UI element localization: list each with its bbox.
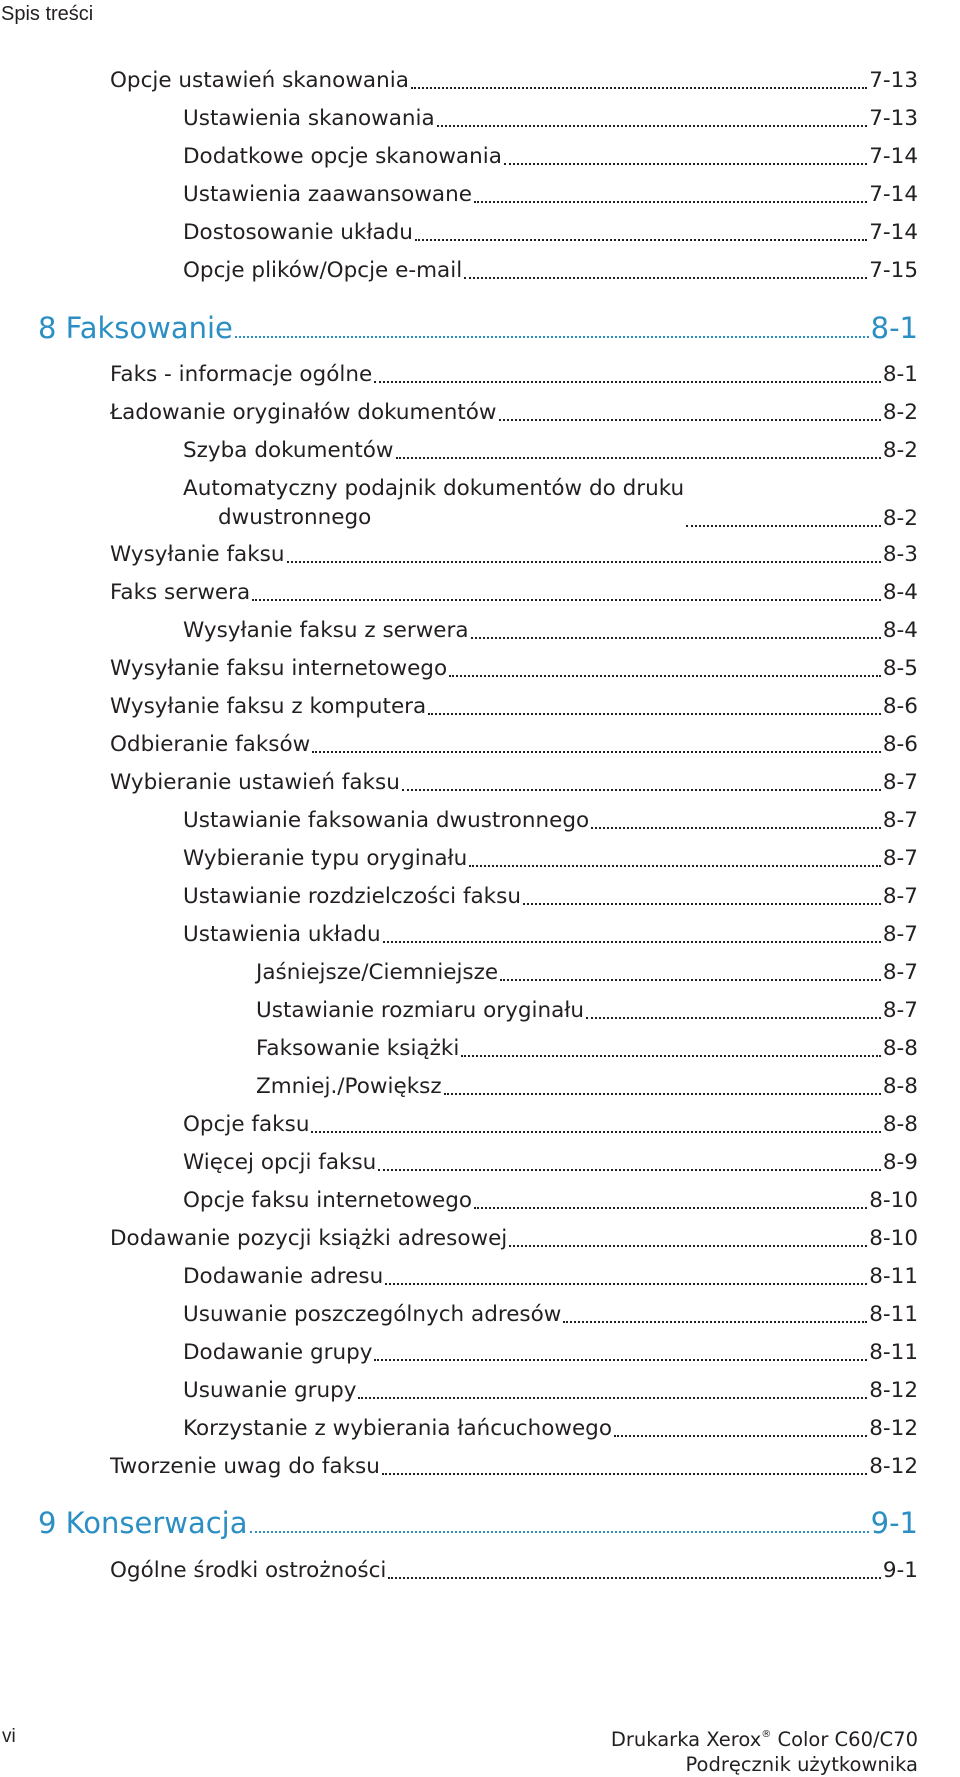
- toc-entry[interactable]: [110, 732, 918, 758]
- dot-leader: [591, 824, 881, 829]
- toc-entry-page: 8-11: [869, 1302, 918, 1327]
- toc-entry-title: Dodatkowe opcje skanowania: [183, 144, 502, 169]
- toc-entry-page: 7-14: [869, 182, 918, 207]
- toc-entry-page: 8-12: [869, 1454, 918, 1479]
- toc-entry-title: Usuwanie poszczególnych adresów: [183, 1302, 562, 1327]
- toc-entry-title: Faks - informacje ogólne: [110, 362, 373, 387]
- dot-leader: [504, 160, 867, 165]
- toc-entry-title: Zmniej./Powiększ: [256, 1074, 442, 1099]
- toc-entry-page: 8-10: [869, 1188, 918, 1213]
- toc-entry-page: 8-9: [882, 1150, 918, 1175]
- toc-entry-title: Ustawianie faksowania dwustronnego: [183, 808, 590, 833]
- toc-entry-page: 8-11: [869, 1264, 918, 1289]
- toc-entry-page: 8-10: [869, 1226, 918, 1251]
- toc-entry-page: 8-12: [869, 1416, 918, 1441]
- toc-entry[interactable]: [256, 1074, 918, 1100]
- toc-entry-title: Ustawienia skanowania: [183, 106, 435, 131]
- toc-entry[interactable]: [183, 182, 918, 208]
- dot-leader: [614, 1432, 867, 1437]
- toc-entry-title: Dostosowanie układu: [183, 220, 413, 245]
- toc-entry[interactable]: [183, 846, 918, 872]
- toc-entry[interactable]: [183, 922, 918, 948]
- toc-entry[interactable]: [183, 474, 918, 532]
- toc-entry-page: 8-8: [882, 1112, 918, 1137]
- page-title: Spis treści: [1, 3, 94, 25]
- toc-entry[interactable]: [110, 1558, 918, 1584]
- page-number: vi: [2, 1726, 16, 1747]
- toc-entry-page: 8-7: [882, 846, 918, 871]
- toc-entry[interactable]: [110, 400, 918, 426]
- dot-leader: [374, 1356, 867, 1361]
- toc-entry[interactable]: [183, 1112, 918, 1138]
- toc-entry-title: Ustawianie rozmiaru oryginału: [256, 998, 585, 1023]
- dot-leader: [471, 634, 881, 639]
- toc-entry-title: Dodawanie pozycji książki adresowej: [110, 1226, 508, 1251]
- toc-entry-title: Usuwanie grupy: [183, 1378, 357, 1403]
- toc-entry-title: Odbieranie faksów: [110, 732, 311, 757]
- toc-entry-title: Ustawienia układu: [183, 922, 381, 947]
- dot-leader: [509, 1242, 867, 1247]
- dot-leader: [563, 1318, 867, 1323]
- toc-entry-title: Korzystanie z wybierania łańcuchowego: [183, 1416, 612, 1441]
- toc-entry-title: Dodawanie adresu: [183, 1264, 384, 1289]
- toc-entry-title: Automatyczny podajnik dokumentów do druku: [183, 476, 685, 501]
- toc-entry-page: 8-7: [882, 998, 918, 1023]
- toc-entry-title: Dodawanie grupy: [183, 1340, 373, 1365]
- toc-entry-title-continuation: dwustronnego: [218, 505, 372, 530]
- toc-entry[interactable]: [183, 144, 918, 170]
- dot-leader: [686, 522, 881, 527]
- dot-leader: [358, 1394, 867, 1399]
- toc-entry-page: 8-5: [882, 656, 918, 681]
- dot-leader: [396, 454, 881, 459]
- toc-entry-title: Wysyłanie faksu z serwera: [183, 618, 469, 643]
- dot-leader: [474, 198, 867, 203]
- dot-leader: [499, 416, 881, 421]
- dot-leader: [437, 122, 868, 127]
- dot-leader: [250, 1528, 869, 1533]
- toc-entry[interactable]: [183, 1188, 918, 1214]
- toc-entry-title: Wysyłanie faksu: [110, 542, 285, 567]
- dot-leader: [415, 236, 867, 241]
- toc-entry-title: Wysyłanie faksu z komputera: [110, 694, 427, 719]
- dot-leader: [449, 672, 881, 677]
- dot-leader: [474, 1204, 867, 1209]
- toc-entry-page: 8-6: [882, 694, 918, 719]
- toc-entry[interactable]: [183, 1378, 918, 1404]
- toc-entry[interactable]: [110, 1226, 918, 1252]
- toc-entry[interactable]: [256, 1036, 918, 1062]
- toc-entry-page: 8-2: [882, 400, 918, 425]
- toc-entry-title: Opcje faksu internetowego: [183, 1188, 473, 1213]
- dot-leader: [383, 938, 881, 943]
- toc-entry[interactable]: [110, 362, 918, 388]
- toc-entry-title: Szyba dokumentów: [183, 438, 394, 463]
- toc-entry[interactable]: [183, 438, 918, 464]
- toc-entry-title: 8 Faksowanie: [38, 311, 233, 345]
- dot-leader: [402, 786, 881, 791]
- toc-entry-title: Faks serwera: [110, 580, 251, 605]
- toc-entry[interactable]: [183, 884, 918, 910]
- toc-entry[interactable]: [183, 106, 918, 132]
- toc-entry-title: Ustawienia zaawansowane: [183, 182, 472, 207]
- dot-leader: [411, 84, 867, 89]
- dot-leader: [378, 1166, 881, 1171]
- product-name: [611, 1722, 918, 1752]
- dot-leader: [586, 1014, 881, 1019]
- dot-leader: [382, 1470, 867, 1475]
- toc-chapter-heading[interactable]: [38, 1506, 918, 1540]
- toc-entry-title: Tworzenie uwag do faksu: [110, 1454, 380, 1479]
- toc-entry-page: 8-7: [882, 960, 918, 985]
- toc-entry-title: Opcje ustawień skanowania: [110, 68, 409, 93]
- toc-entry[interactable]: [183, 1416, 918, 1442]
- toc-entry[interactable]: [110, 656, 918, 682]
- dot-leader: [523, 900, 881, 905]
- toc-entry[interactable]: [183, 1150, 918, 1176]
- registered-mark: ®: [761, 1729, 772, 1740]
- toc-entry-page: 7-14: [869, 220, 918, 245]
- dot-leader: [385, 1280, 867, 1285]
- dot-leader: [500, 976, 881, 981]
- toc-entry[interactable]: [183, 808, 918, 834]
- dot-leader: [252, 596, 881, 601]
- product-model: Color C60/C70: [771, 1728, 918, 1751]
- toc-entry-title: Ładowanie oryginałów dokumentów: [110, 400, 497, 425]
- toc-entry-title: Jaśniejsze/Ciemniejsze: [256, 960, 499, 985]
- toc-entry-page: 8-8: [882, 1036, 918, 1061]
- toc-entry[interactable]: [183, 1302, 918, 1328]
- toc-entry-page: 9-1: [882, 1558, 918, 1583]
- toc-entry-page: 7-13: [869, 68, 918, 93]
- toc-entry-page: 8-11: [869, 1340, 918, 1365]
- toc-entry-title: Wysyłanie faksu internetowego: [110, 656, 448, 681]
- toc-entry-page: 8-1: [882, 362, 918, 387]
- toc-entry[interactable]: [183, 1264, 918, 1290]
- dot-leader: [428, 710, 881, 715]
- toc-entry-page: 8-4: [882, 618, 918, 643]
- toc-entry[interactable]: [183, 220, 918, 246]
- toc-entry-page: 8-4: [882, 580, 918, 605]
- toc-entry-page: 8-3: [882, 542, 918, 567]
- toc-entry-page: 8-1: [870, 311, 918, 345]
- toc-entry-title: Faksowanie książki: [256, 1036, 460, 1061]
- toc-entry-page: 8-6: [882, 732, 918, 757]
- toc-entry[interactable]: [110, 542, 918, 568]
- toc-entry[interactable]: [110, 68, 918, 94]
- dot-leader: [469, 862, 881, 867]
- dot-leader: [388, 1574, 880, 1579]
- toc-entry-title: Wybieranie typu oryginału: [183, 846, 468, 871]
- toc-entry-page: 8-2: [882, 438, 918, 463]
- dot-leader: [461, 1052, 881, 1057]
- toc-entry-page: 8-12: [869, 1378, 918, 1403]
- toc-entry[interactable]: [183, 258, 918, 284]
- toc-entry[interactable]: [256, 998, 918, 1024]
- toc-entry-page: 8-2: [882, 506, 918, 531]
- toc-entry-page: 8-7: [882, 770, 918, 795]
- toc-entry-title: Ustawianie rozdzielczości faksu: [183, 884, 521, 909]
- toc-entry-title: Opcje plików/Opcje e-mail: [183, 258, 463, 283]
- toc-entry-title: Więcej opcji faksu: [183, 1150, 377, 1175]
- toc-entry-page: 8-7: [882, 808, 918, 833]
- toc-chapter-heading[interactable]: [38, 311, 918, 345]
- toc-entry-page: 7-15: [869, 258, 918, 283]
- guide-title: Podręcznik użytkownika: [685, 1753, 918, 1776]
- toc-entry-page: 7-14: [869, 144, 918, 169]
- toc-entry[interactable]: [256, 960, 918, 986]
- dot-leader: [235, 333, 869, 338]
- toc-entry[interactable]: [110, 1454, 918, 1480]
- dot-leader: [312, 748, 881, 753]
- toc-entry-title: Opcje faksu: [183, 1112, 310, 1137]
- dot-leader: [287, 558, 881, 563]
- dot-leader: [311, 1128, 880, 1133]
- toc-entry[interactable]: [110, 770, 918, 796]
- toc-entry-page: 9-1: [870, 1506, 918, 1540]
- toc-entry-title: 9 Konserwacja: [38, 1506, 248, 1540]
- toc-entry[interactable]: [110, 580, 918, 606]
- page-footer: [611, 1722, 918, 1777]
- toc-entry-title: Ogólne środki ostrożności: [110, 1558, 387, 1583]
- dot-leader: [444, 1090, 881, 1095]
- toc-entry-page: 8-8: [882, 1074, 918, 1099]
- toc-entry[interactable]: [183, 1340, 918, 1366]
- product-brand: Drukarka Xerox: [610, 1728, 762, 1751]
- toc-entry-title: Wybieranie ustawień faksu: [110, 770, 400, 795]
- dot-leader: [374, 378, 881, 383]
- toc-entry[interactable]: [110, 694, 918, 720]
- toc-entry-page: 8-7: [882, 884, 918, 909]
- toc-entry[interactable]: [183, 618, 918, 644]
- toc-entry-page: 8-7: [882, 922, 918, 947]
- dot-leader: [464, 274, 867, 279]
- toc-entry-page: 7-13: [869, 106, 918, 131]
